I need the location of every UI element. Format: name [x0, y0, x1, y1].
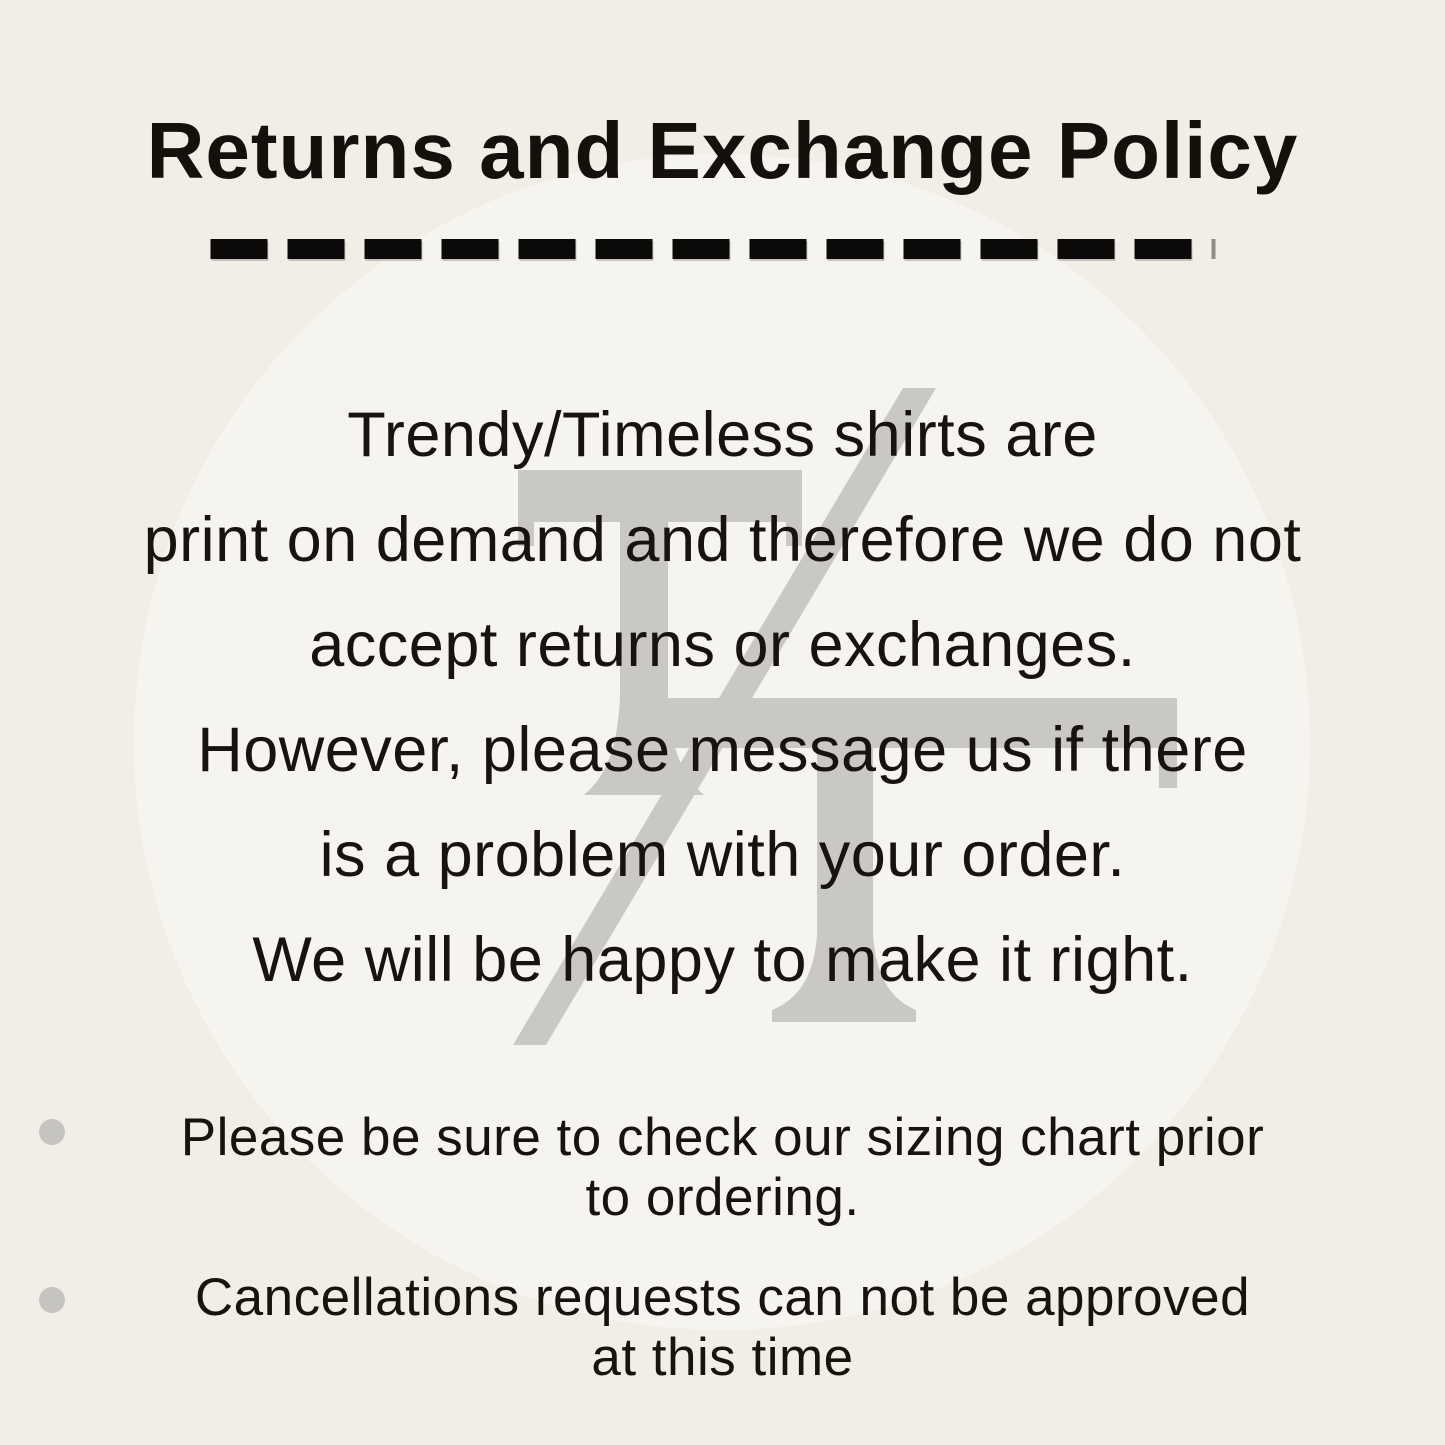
bullet-line: to ordering. — [585, 1168, 860, 1227]
bullet-item-cancellations — [0, 1268, 1445, 1388]
bullet-line: at this time — [591, 1328, 854, 1387]
bullet-line: Please be sure to check our sizing chart prior — [180, 1108, 1265, 1167]
divider-end-tick — [1211, 239, 1215, 259]
policy-line: We will be happy to make it right. — [252, 925, 1193, 995]
divider-dash — [903, 239, 960, 259]
divider-dash — [1134, 239, 1191, 259]
divider-dash — [364, 239, 421, 259]
divider-dash — [826, 239, 883, 259]
divider-dash — [441, 239, 498, 259]
page-title: Returns and Exchange Policy — [146, 106, 1299, 195]
bullet-item-sizing-chart — [0, 1108, 1445, 1228]
divider-dash — [749, 239, 806, 259]
divider-dash — [980, 239, 1037, 259]
policy-line: print on demand and therefore we do not — [143, 505, 1302, 575]
divider-dash — [1057, 239, 1114, 259]
bullet-dot-icon — [39, 1287, 65, 1313]
divider-dash — [672, 239, 729, 259]
divider-dash — [210, 239, 267, 259]
divider-dash — [518, 239, 575, 259]
bullet-line: Cancellations requests can not be approved — [194, 1268, 1251, 1327]
policy-line: is a problem with your order. — [319, 820, 1126, 890]
policy-line: accept returns or exchanges. — [309, 610, 1136, 680]
policy-line: Trendy/Timeless shirts are — [347, 400, 1098, 470]
divider-dash — [287, 239, 344, 259]
dashed-divider — [210, 239, 1215, 259]
policy-line: However, please message us if there — [197, 715, 1248, 785]
policy-body — [0, 383, 1445, 1013]
bullet-dot-icon — [39, 1119, 65, 1145]
divider-dash — [595, 239, 652, 259]
